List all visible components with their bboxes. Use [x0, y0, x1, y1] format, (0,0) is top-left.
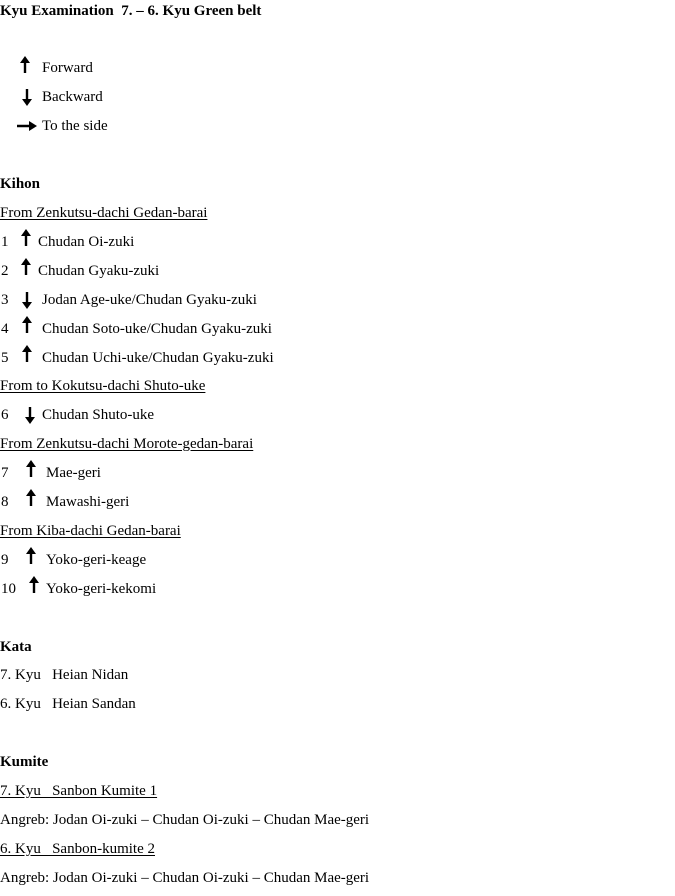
kata-line-1: 7. Kyu Heian Nidan	[0, 667, 129, 683]
kihon-section-1: From Zenkutsu-dachi Gedan-barai	[0, 205, 208, 221]
kata-heading: Kata	[0, 639, 32, 655]
item-text: Yoko-geri-keage	[46, 552, 147, 568]
arrow-up-icon	[26, 489, 36, 506]
item-text: Chudan Soto-uke/Chudan Gyaku-zuki	[42, 321, 272, 337]
item-number: 3	[1, 292, 9, 308]
arrow-down-icon	[25, 407, 35, 424]
item-number: 9	[1, 552, 9, 568]
item-number: 8	[1, 494, 9, 510]
kihon-section-3: From Zenkutsu-dachi Morote-gedan-barai	[0, 436, 254, 452]
item-text: Jodan Age-uke/Chudan Gyaku-zuki	[42, 292, 257, 308]
arrow-up-icon	[22, 345, 32, 362]
arrow-down-icon	[22, 89, 32, 106]
item-text: Mawashi-geri	[46, 494, 130, 510]
arrow-up-icon	[29, 576, 39, 593]
item-number: 5	[1, 350, 9, 366]
legend-forward-label: Forward	[42, 60, 93, 76]
arrow-up-icon	[26, 460, 36, 477]
item-number: 4	[1, 321, 9, 337]
arrow-up-icon	[20, 56, 30, 73]
kumite-heading: Kumite	[0, 754, 49, 770]
kihon-heading: Kihon	[0, 176, 41, 192]
item-text: Yoko-geri-kekomi	[46, 581, 157, 597]
legend-backward-label: Backward	[42, 89, 103, 105]
item-number: 10	[1, 581, 16, 597]
item-text: Chudan Oi-zuki	[38, 234, 135, 250]
arrow-down-icon	[22, 292, 32, 309]
arrow-up-icon	[26, 547, 36, 564]
arrow-up-icon	[22, 316, 32, 333]
kumite-subheading-1: 7. Kyu Sanbon Kumite 1	[0, 783, 158, 799]
item-number: 2	[1, 263, 9, 279]
arrow-up-icon	[21, 229, 31, 246]
item-text: Chudan Gyaku-zuki	[38, 263, 160, 279]
arrow-up-icon	[21, 258, 31, 275]
item-number: 6	[1, 407, 9, 423]
kata-line-2: 6. Kyu Heian Sandan	[0, 696, 136, 712]
kumite-subheading-2: 6. Kyu Sanbon-kumite 2	[0, 841, 155, 857]
page-title: Kyu Examination 7. – 6. Kyu Green belt	[0, 3, 262, 19]
arrow-right-icon	[17, 121, 37, 131]
kumite-description-2: Angreb: Jodan Oi-zuki – Chudan Oi-zuki – Chudan Mae-geri	[0, 870, 370, 886]
item-number: 1	[1, 234, 9, 250]
item-text: Chudan Shuto-uke	[42, 407, 155, 423]
kihon-section-2: From to Kokutsu-dachi Shuto-uke	[0, 378, 206, 394]
item-text: Mae-geri	[46, 465, 101, 481]
item-number: 7	[1, 465, 9, 481]
kihon-section-4: From Kiba-dachi Gedan-barai	[0, 523, 181, 539]
item-text: Chudan Uchi-uke/Chudan Gyaku-zuki	[42, 350, 274, 366]
kumite-description-1: Angreb: Jodan Oi-zuki – Chudan Oi-zuki – Chudan Mae-geri	[0, 812, 370, 828]
legend-side-label: To the side	[42, 118, 108, 134]
